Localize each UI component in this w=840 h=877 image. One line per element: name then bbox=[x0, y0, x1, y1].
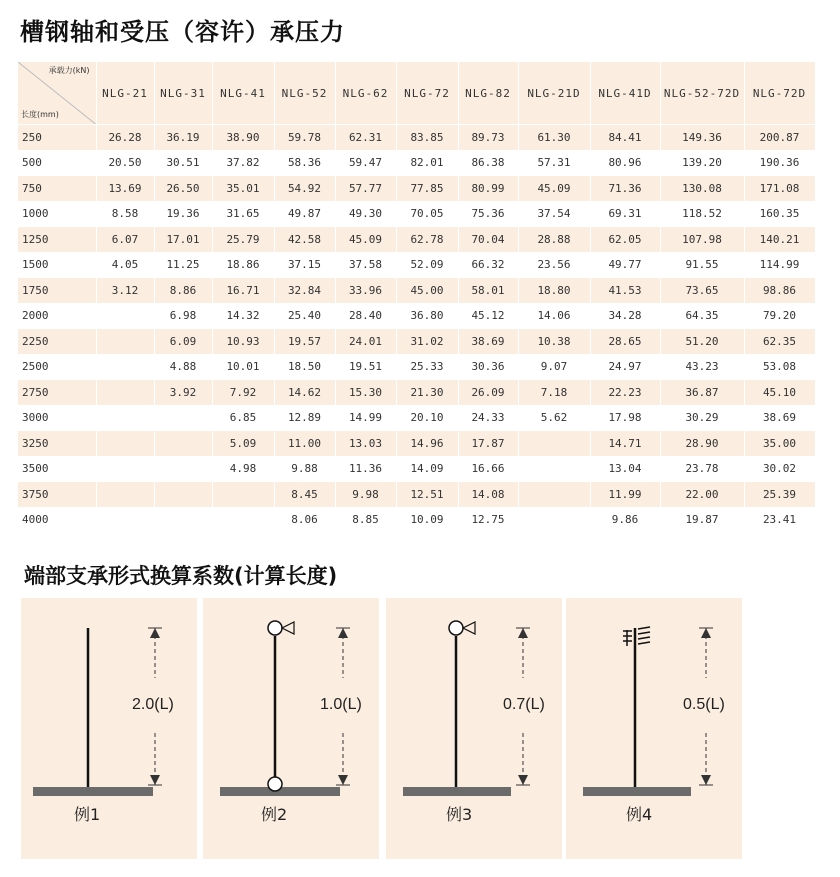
value-cell: 30.51 bbox=[154, 150, 212, 176]
value-cell: 45.09 bbox=[518, 176, 590, 202]
table-row bbox=[18, 150, 815, 176]
value-cell: 28.65 bbox=[590, 329, 660, 355]
value-cell bbox=[96, 303, 154, 329]
value-cell: 37.58 bbox=[335, 252, 396, 278]
value-cell: 77.85 bbox=[396, 176, 458, 202]
length-cell: 500 bbox=[18, 150, 96, 176]
value-cell: 84.41 bbox=[590, 125, 660, 151]
value-cell: 19.57 bbox=[274, 329, 335, 355]
value-cell: 23.78 bbox=[660, 456, 744, 482]
value-cell bbox=[96, 380, 154, 406]
value-cell: 45.10 bbox=[744, 380, 815, 406]
value-cell bbox=[154, 482, 212, 508]
value-cell bbox=[96, 456, 154, 482]
load-capacity-table bbox=[18, 62, 816, 533]
value-cell: 20.50 bbox=[96, 150, 154, 176]
length-cell: 3750 bbox=[18, 482, 96, 508]
table-row bbox=[18, 329, 815, 355]
value-cell: 171.08 bbox=[744, 176, 815, 202]
value-cell: 22.23 bbox=[590, 380, 660, 406]
value-cell: 6.09 bbox=[154, 329, 212, 355]
value-cell: 69.31 bbox=[590, 201, 660, 227]
value-cell: 14.09 bbox=[396, 456, 458, 482]
value-cell: 38.90 bbox=[212, 125, 274, 151]
value-cell: 61.30 bbox=[518, 125, 590, 151]
table-row bbox=[18, 431, 815, 457]
value-cell: 8.58 bbox=[96, 201, 154, 227]
example-2-label: 例2 bbox=[261, 805, 288, 824]
table-row bbox=[18, 405, 815, 431]
length-cell: 3000 bbox=[18, 405, 96, 431]
value-cell: 18.50 bbox=[274, 354, 335, 380]
value-cell: 8.06 bbox=[274, 507, 335, 533]
corner-load-label: 承载力(kN) bbox=[48, 66, 90, 75]
value-cell: 9.07 bbox=[518, 354, 590, 380]
value-cell: 49.87 bbox=[274, 201, 335, 227]
value-cell: 25.33 bbox=[396, 354, 458, 380]
value-cell: 49.77 bbox=[590, 252, 660, 278]
table-row bbox=[18, 278, 815, 304]
value-cell: 45.12 bbox=[458, 303, 518, 329]
value-cell: 8.85 bbox=[335, 507, 396, 533]
value-cell: 20.10 bbox=[396, 405, 458, 431]
value-cell bbox=[154, 456, 212, 482]
example-3-label: 例3 bbox=[446, 805, 473, 824]
value-cell: 3.12 bbox=[96, 278, 154, 304]
length-cell: 2500 bbox=[18, 354, 96, 380]
value-cell: 4.05 bbox=[96, 252, 154, 278]
example-1-factor: 2.0(L) bbox=[132, 696, 174, 713]
value-cell: 32.84 bbox=[274, 278, 335, 304]
value-cell: 9.88 bbox=[274, 456, 335, 482]
value-cell: 10.09 bbox=[396, 507, 458, 533]
value-cell bbox=[96, 482, 154, 508]
value-cell: 41.53 bbox=[590, 278, 660, 304]
value-cell bbox=[518, 431, 590, 457]
value-cell: 86.38 bbox=[458, 150, 518, 176]
value-cell: 34.28 bbox=[590, 303, 660, 329]
value-cell bbox=[96, 329, 154, 355]
value-cell: 66.32 bbox=[458, 252, 518, 278]
value-cell: 17.01 bbox=[154, 227, 212, 253]
value-cell: 11.99 bbox=[590, 482, 660, 508]
value-cell: 190.36 bbox=[744, 150, 815, 176]
value-cell: 6.85 bbox=[212, 405, 274, 431]
value-cell: 149.36 bbox=[660, 125, 744, 151]
value-cell: 9.86 bbox=[590, 507, 660, 533]
example-panel-3 bbox=[386, 598, 562, 859]
value-cell: 19.87 bbox=[660, 507, 744, 533]
value-cell: 10.38 bbox=[518, 329, 590, 355]
column-header: NLG-41D bbox=[590, 62, 660, 125]
table-row bbox=[18, 252, 815, 278]
value-cell bbox=[96, 405, 154, 431]
value-cell: 35.00 bbox=[744, 431, 815, 457]
value-cell: 51.20 bbox=[660, 329, 744, 355]
value-cell: 45.00 bbox=[396, 278, 458, 304]
value-cell: 4.88 bbox=[154, 354, 212, 380]
value-cell bbox=[154, 431, 212, 457]
value-cell: 6.07 bbox=[96, 227, 154, 253]
value-cell: 26.50 bbox=[154, 176, 212, 202]
length-cell: 1500 bbox=[18, 252, 96, 278]
column-header: NLG-52 bbox=[274, 62, 335, 125]
length-cell: 750 bbox=[18, 176, 96, 202]
value-cell: 19.36 bbox=[154, 201, 212, 227]
value-cell: 14.71 bbox=[590, 431, 660, 457]
value-cell: 30.36 bbox=[458, 354, 518, 380]
table-row bbox=[18, 303, 815, 329]
value-cell: 7.18 bbox=[518, 380, 590, 406]
value-cell: 52.09 bbox=[396, 252, 458, 278]
value-cell: 70.05 bbox=[396, 201, 458, 227]
column-header: NLG-21 bbox=[96, 62, 154, 125]
value-cell: 37.15 bbox=[274, 252, 335, 278]
value-cell: 18.86 bbox=[212, 252, 274, 278]
value-cell bbox=[518, 456, 590, 482]
example-4-label: 例4 bbox=[626, 805, 653, 824]
value-cell: 70.04 bbox=[458, 227, 518, 253]
column-header: NLG-72D bbox=[744, 62, 815, 125]
example-panel-2 bbox=[203, 598, 379, 859]
value-cell: 200.87 bbox=[744, 125, 815, 151]
value-cell: 62.05 bbox=[590, 227, 660, 253]
column-header: NLG-62 bbox=[335, 62, 396, 125]
value-cell: 14.62 bbox=[274, 380, 335, 406]
value-cell bbox=[212, 482, 274, 508]
value-cell: 9.98 bbox=[335, 482, 396, 508]
value-cell: 14.99 bbox=[335, 405, 396, 431]
value-cell: 25.40 bbox=[274, 303, 335, 329]
fixed-support-icon bbox=[623, 627, 650, 646]
example-2-diagram bbox=[203, 598, 379, 859]
value-cell: 64.35 bbox=[660, 303, 744, 329]
value-cell: 45.09 bbox=[335, 227, 396, 253]
value-cell: 24.97 bbox=[590, 354, 660, 380]
value-cell: 25.39 bbox=[744, 482, 815, 508]
pin-bottom-icon bbox=[268, 777, 282, 791]
column-header: NLG-41 bbox=[212, 62, 274, 125]
length-cell: 2000 bbox=[18, 303, 96, 329]
value-cell: 38.69 bbox=[458, 329, 518, 355]
value-cell: 14.96 bbox=[396, 431, 458, 457]
value-cell: 11.25 bbox=[154, 252, 212, 278]
value-cell: 4.98 bbox=[212, 456, 274, 482]
value-cell bbox=[154, 405, 212, 431]
column-header: NLG-72 bbox=[396, 62, 458, 125]
table-row bbox=[18, 125, 815, 151]
section-title: 端部支承形式换算系数(计算长度) bbox=[24, 564, 338, 588]
value-cell: 13.04 bbox=[590, 456, 660, 482]
corner-length-label: 长度(mm) bbox=[21, 110, 59, 119]
value-cell: 14.32 bbox=[212, 303, 274, 329]
length-cell: 2750 bbox=[18, 380, 96, 406]
value-cell: 8.45 bbox=[274, 482, 335, 508]
value-cell: 80.96 bbox=[590, 150, 660, 176]
value-cell: 43.23 bbox=[660, 354, 744, 380]
value-cell bbox=[96, 354, 154, 380]
column-header: NLG-31 bbox=[154, 62, 212, 125]
value-cell bbox=[96, 431, 154, 457]
value-cell: 7.92 bbox=[212, 380, 274, 406]
value-cell: 31.02 bbox=[396, 329, 458, 355]
value-cell: 37.54 bbox=[518, 201, 590, 227]
table-row bbox=[18, 176, 815, 202]
value-cell: 57.31 bbox=[518, 150, 590, 176]
value-cell: 6.98 bbox=[154, 303, 212, 329]
column-header: NLG-21D bbox=[518, 62, 590, 125]
value-cell: 16.66 bbox=[458, 456, 518, 482]
value-cell: 10.93 bbox=[212, 329, 274, 355]
table-row bbox=[18, 456, 815, 482]
example-4-factor: 0.5(L) bbox=[683, 696, 725, 713]
value-cell: 30.02 bbox=[744, 456, 815, 482]
value-cell: 14.06 bbox=[518, 303, 590, 329]
table-row bbox=[18, 201, 815, 227]
table-header-row bbox=[18, 62, 815, 125]
value-cell: 37.82 bbox=[212, 150, 274, 176]
table-row bbox=[18, 507, 815, 533]
value-cell: 22.00 bbox=[660, 482, 744, 508]
value-cell: 14.08 bbox=[458, 482, 518, 508]
value-cell: 24.33 bbox=[458, 405, 518, 431]
value-cell: 5.62 bbox=[518, 405, 590, 431]
value-cell: 98.86 bbox=[744, 278, 815, 304]
value-cell: 75.36 bbox=[458, 201, 518, 227]
example-panel-4 bbox=[566, 598, 742, 859]
value-cell: 8.86 bbox=[154, 278, 212, 304]
length-cell: 1000 bbox=[18, 201, 96, 227]
column-header: NLG-52-72D bbox=[660, 62, 744, 125]
value-cell: 80.99 bbox=[458, 176, 518, 202]
value-cell bbox=[154, 507, 212, 533]
value-cell: 49.30 bbox=[335, 201, 396, 227]
length-cell: 3250 bbox=[18, 431, 96, 457]
value-cell: 62.31 bbox=[335, 125, 396, 151]
value-cell: 17.87 bbox=[458, 431, 518, 457]
value-cell: 16.71 bbox=[212, 278, 274, 304]
length-cell: 1250 bbox=[18, 227, 96, 253]
value-cell: 25.79 bbox=[212, 227, 274, 253]
column-header: NLG-82 bbox=[458, 62, 518, 125]
value-cell bbox=[96, 507, 154, 533]
value-cell: 21.30 bbox=[396, 380, 458, 406]
value-cell: 38.69 bbox=[744, 405, 815, 431]
value-cell: 24.01 bbox=[335, 329, 396, 355]
corner-header bbox=[18, 62, 96, 125]
length-cell: 250 bbox=[18, 125, 96, 151]
value-cell: 28.40 bbox=[335, 303, 396, 329]
example-panel-1 bbox=[21, 598, 197, 859]
example-3-factor: 0.7(L) bbox=[503, 696, 545, 713]
pin-top-icon bbox=[268, 621, 282, 635]
table-body bbox=[18, 125, 815, 533]
value-cell: 36.87 bbox=[660, 380, 744, 406]
value-cell: 82.01 bbox=[396, 150, 458, 176]
length-cell: 4000 bbox=[18, 507, 96, 533]
value-cell: 23.56 bbox=[518, 252, 590, 278]
value-cell: 79.20 bbox=[744, 303, 815, 329]
value-cell: 59.47 bbox=[335, 150, 396, 176]
value-cell: 18.80 bbox=[518, 278, 590, 304]
value-cell: 3.92 bbox=[154, 380, 212, 406]
value-cell: 91.55 bbox=[660, 252, 744, 278]
value-cell bbox=[212, 507, 274, 533]
value-cell: 58.01 bbox=[458, 278, 518, 304]
value-cell: 58.36 bbox=[274, 150, 335, 176]
value-cell: 73.65 bbox=[660, 278, 744, 304]
value-cell: 118.52 bbox=[660, 201, 744, 227]
value-cell: 35.01 bbox=[212, 176, 274, 202]
value-cell: 53.08 bbox=[744, 354, 815, 380]
value-cell: 54.92 bbox=[274, 176, 335, 202]
value-cell: 62.78 bbox=[396, 227, 458, 253]
value-cell: 5.09 bbox=[212, 431, 274, 457]
value-cell: 28.90 bbox=[660, 431, 744, 457]
value-cell: 140.21 bbox=[744, 227, 815, 253]
value-cell: 89.73 bbox=[458, 125, 518, 151]
example-1-label: 例1 bbox=[74, 805, 101, 824]
value-cell: 36.19 bbox=[154, 125, 212, 151]
pin-top-icon bbox=[449, 621, 463, 635]
value-cell: 30.29 bbox=[660, 405, 744, 431]
table-row bbox=[18, 227, 815, 253]
table-row bbox=[18, 380, 815, 406]
value-cell: 62.35 bbox=[744, 329, 815, 355]
value-cell: 26.09 bbox=[458, 380, 518, 406]
table-row bbox=[18, 354, 815, 380]
value-cell: 11.00 bbox=[274, 431, 335, 457]
value-cell: 33.96 bbox=[335, 278, 396, 304]
example-2-factor: 1.0(L) bbox=[320, 696, 362, 713]
value-cell: 139.20 bbox=[660, 150, 744, 176]
value-cell bbox=[518, 482, 590, 508]
example-1-diagram bbox=[21, 598, 197, 859]
value-cell: 57.77 bbox=[335, 176, 396, 202]
value-cell: 59.78 bbox=[274, 125, 335, 151]
length-cell: 1750 bbox=[18, 278, 96, 304]
value-cell: 17.98 bbox=[590, 405, 660, 431]
value-cell: 114.99 bbox=[744, 252, 815, 278]
value-cell: 19.51 bbox=[335, 354, 396, 380]
value-cell: 26.28 bbox=[96, 125, 154, 151]
value-cell bbox=[518, 507, 590, 533]
value-cell: 160.35 bbox=[744, 201, 815, 227]
example-4-diagram bbox=[566, 598, 742, 859]
length-cell: 2250 bbox=[18, 329, 96, 355]
table-row bbox=[18, 482, 815, 508]
table-title: 槽钢轴和受压（容许）承压力 bbox=[20, 18, 345, 46]
value-cell: 130.08 bbox=[660, 176, 744, 202]
length-cell: 3500 bbox=[18, 456, 96, 482]
value-cell: 13.03 bbox=[335, 431, 396, 457]
value-cell: 71.36 bbox=[590, 176, 660, 202]
value-cell: 31.65 bbox=[212, 201, 274, 227]
value-cell: 23.41 bbox=[744, 507, 815, 533]
value-cell: 12.51 bbox=[396, 482, 458, 508]
value-cell: 11.36 bbox=[335, 456, 396, 482]
value-cell: 12.89 bbox=[274, 405, 335, 431]
value-cell: 15.30 bbox=[335, 380, 396, 406]
value-cell: 42.58 bbox=[274, 227, 335, 253]
value-cell: 107.98 bbox=[660, 227, 744, 253]
value-cell: 28.88 bbox=[518, 227, 590, 253]
value-cell: 83.85 bbox=[396, 125, 458, 151]
value-cell: 12.75 bbox=[458, 507, 518, 533]
value-cell: 36.80 bbox=[396, 303, 458, 329]
value-cell: 10.01 bbox=[212, 354, 274, 380]
example-3-diagram bbox=[386, 598, 562, 859]
value-cell: 13.69 bbox=[96, 176, 154, 202]
